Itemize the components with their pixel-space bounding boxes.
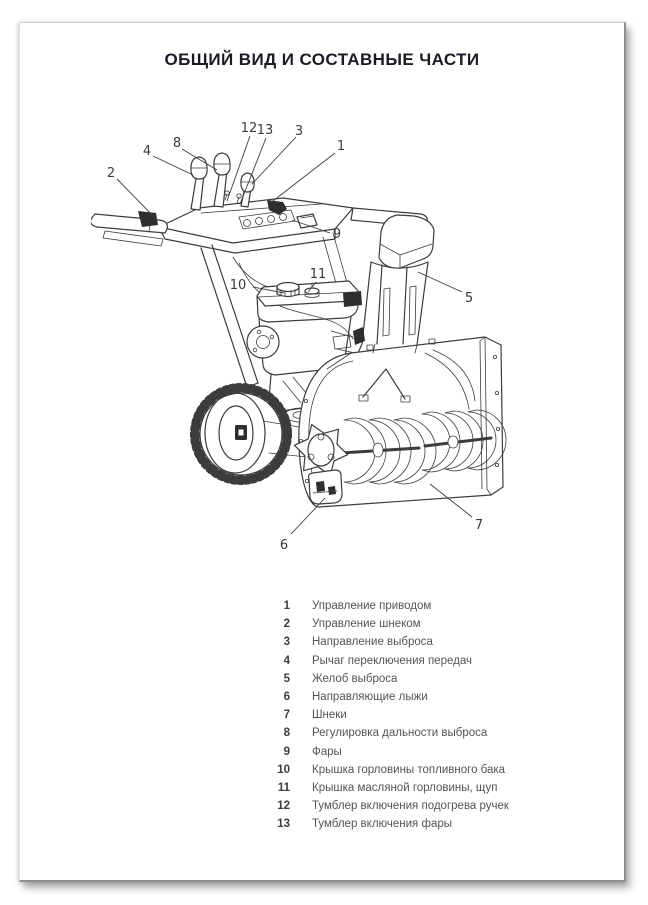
legend-item — [200, 706, 590, 724]
legend-item-number: 12 — [277, 800, 290, 813]
air-filter-box — [343, 291, 362, 307]
page-title: ОБЩИЙ ВИД И СОСТАВНЫЕ ЧАСТИ — [164, 50, 480, 69]
legend-item-number: 13 — [277, 818, 290, 831]
legend-item — [200, 724, 590, 742]
legend-item-number: 5 — [283, 672, 290, 685]
legend-item-number: 1 — [283, 600, 290, 612]
callout-7: 7 — [474, 518, 484, 533]
manual-page — [19, 22, 626, 882]
callout-6: 6 — [279, 538, 289, 553]
parts-legend — [200, 597, 590, 833]
callout-8: 8 — [172, 136, 182, 151]
legend-item-label: Шнеки — [312, 709, 347, 722]
legend-item-label: Управление шнеком — [312, 618, 421, 631]
callout-4: 4 — [142, 144, 152, 159]
wheel — [191, 384, 291, 484]
legend-item-number: 9 — [283, 745, 290, 758]
control-levers — [191, 153, 254, 210]
toggle-switches — [225, 191, 241, 203]
legend-item-label: Тумблер включения подогрева ручек — [312, 800, 509, 813]
fuel-cap — [277, 283, 299, 297]
legend-item — [200, 688, 590, 706]
callout-2: 2 — [106, 166, 116, 181]
legend-item-label: Тумблер включения фары — [312, 818, 452, 831]
legend-item — [200, 652, 590, 670]
legend-item-number: 3 — [283, 636, 290, 649]
legend-item-label: Управление приводом — [312, 600, 432, 612]
legend-item-label: Рычаг переключения передач — [312, 654, 472, 667]
legend-item — [200, 779, 590, 797]
legend-item-number: 11 — [277, 781, 290, 794]
legend-item — [200, 633, 590, 651]
legend-item-label: Направляющие лыжи — [312, 690, 428, 703]
legend-item-number: 8 — [283, 727, 290, 740]
legend-item — [200, 815, 590, 833]
callout-5: 5 — [464, 291, 474, 306]
legend-item — [200, 597, 590, 615]
legend-item-label: Регулировка дальности выброса — [312, 727, 488, 740]
legend-item-label: Крышка масляной горловины, щуп — [312, 781, 498, 794]
callout-9: 9 — [332, 227, 342, 242]
callout-11: 11 — [309, 267, 327, 282]
legend-item-label: Направление выброса — [312, 636, 433, 649]
callout-1: 1 — [336, 139, 346, 154]
callout-10: 10 — [229, 278, 247, 293]
callout-3: 3 — [294, 124, 304, 139]
snowblower-diagram — [91, 106, 551, 581]
discharge-chute — [353, 215, 434, 353]
machine-line-drawing — [91, 106, 551, 581]
legend-item-number: 10 — [277, 763, 290, 776]
legend-item — [200, 743, 590, 761]
auger-control-lever — [103, 231, 163, 246]
callout-13: 13 — [256, 123, 274, 138]
legend-item — [200, 670, 590, 688]
headlight — [297, 214, 317, 228]
handlebar-assembly — [91, 191, 427, 253]
legend-item-label: Фары — [312, 745, 342, 758]
legend-item — [200, 797, 590, 815]
skid-shoe — [309, 470, 343, 504]
legend-item — [200, 761, 590, 779]
auger-housing — [263, 337, 503, 507]
legend-item-number: 4 — [283, 654, 290, 667]
chute-deflector — [379, 215, 434, 268]
legend-item-number: 2 — [283, 618, 290, 631]
callout-12: 12 — [240, 121, 258, 136]
legend-item-number: 6 — [283, 690, 290, 703]
recoil-starter — [247, 326, 279, 358]
legend-item-number: 7 — [283, 709, 290, 722]
legend-item-label: Желоб выброса — [312, 672, 398, 685]
legend-item — [200, 615, 590, 633]
legend-item-label: Крышка горловины топливного бака — [312, 763, 506, 776]
